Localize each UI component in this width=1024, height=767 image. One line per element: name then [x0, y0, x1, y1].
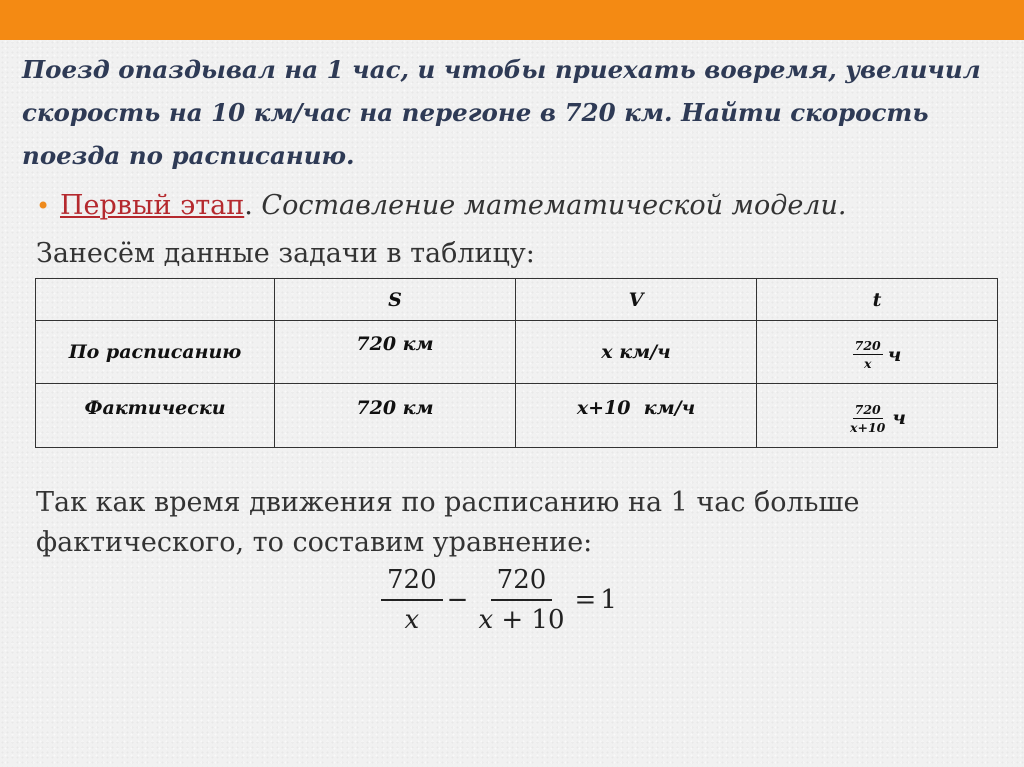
row-label-schedule: По расписанию	[36, 321, 275, 384]
cell-speed: x км/ч	[516, 321, 757, 384]
left-denominator: x	[404, 605, 420, 635]
equation-left-fraction	[381, 565, 443, 635]
minus-sign: −	[446, 585, 469, 615]
header-cell-s: S	[275, 279, 516, 321]
time-numerator: 720	[854, 401, 881, 417]
table-row	[36, 384, 998, 448]
stage-label: Первый этап	[60, 190, 245, 221]
table-header-row	[36, 279, 998, 321]
time-unit: ч	[887, 343, 902, 366]
data-table	[35, 278, 998, 448]
header-cell-empty	[36, 279, 275, 321]
time-fraction	[848, 402, 906, 435]
stage-description: Составление математической модели.	[261, 190, 847, 221]
equals-sign: =	[574, 585, 597, 615]
stage-line	[36, 186, 996, 226]
left-numerator: 720	[381, 565, 443, 601]
time-numerator: 720	[854, 338, 881, 353]
time-denominator: x	[863, 356, 872, 371]
time-unit: ч	[892, 407, 906, 429]
equation	[381, 565, 617, 635]
problem-statement: Поезд опаздывал на 1 час, и чтобы приехать вовремя, увеличил скорость на 10 км/час на перегоне в 720 км. Найти скорость поезда по расписанию.	[22, 55, 981, 170]
time-denominator: x+10	[850, 419, 886, 435]
right-denominator: x + 10	[478, 605, 565, 635]
header-cell-t: t	[757, 279, 998, 321]
cell-distance: 720 км	[275, 321, 516, 384]
cell-time	[757, 321, 998, 384]
header-cell-v: V	[516, 279, 757, 321]
conclusion-text: Так как время движения по расписанию на 1 час больше фактического, то составим уравнение:	[36, 487, 860, 558]
row-label-actual: Фактически	[36, 384, 275, 448]
cell-distance: 720 км	[275, 384, 516, 448]
time-fraction	[853, 338, 902, 371]
equation-result: 1	[600, 585, 617, 615]
cell-time	[757, 384, 998, 448]
equation-right-fraction	[472, 565, 570, 635]
right-numerator: 720	[491, 565, 553, 601]
cell-speed: x+10 км/ч	[516, 384, 757, 448]
stage-separator: .	[244, 190, 253, 221]
bullet-icon: •	[36, 192, 51, 220]
table-intro: Занесём данные задачи в таблицу:	[36, 238, 535, 269]
table-row	[36, 321, 998, 384]
top-accent-bar	[0, 0, 1024, 40]
